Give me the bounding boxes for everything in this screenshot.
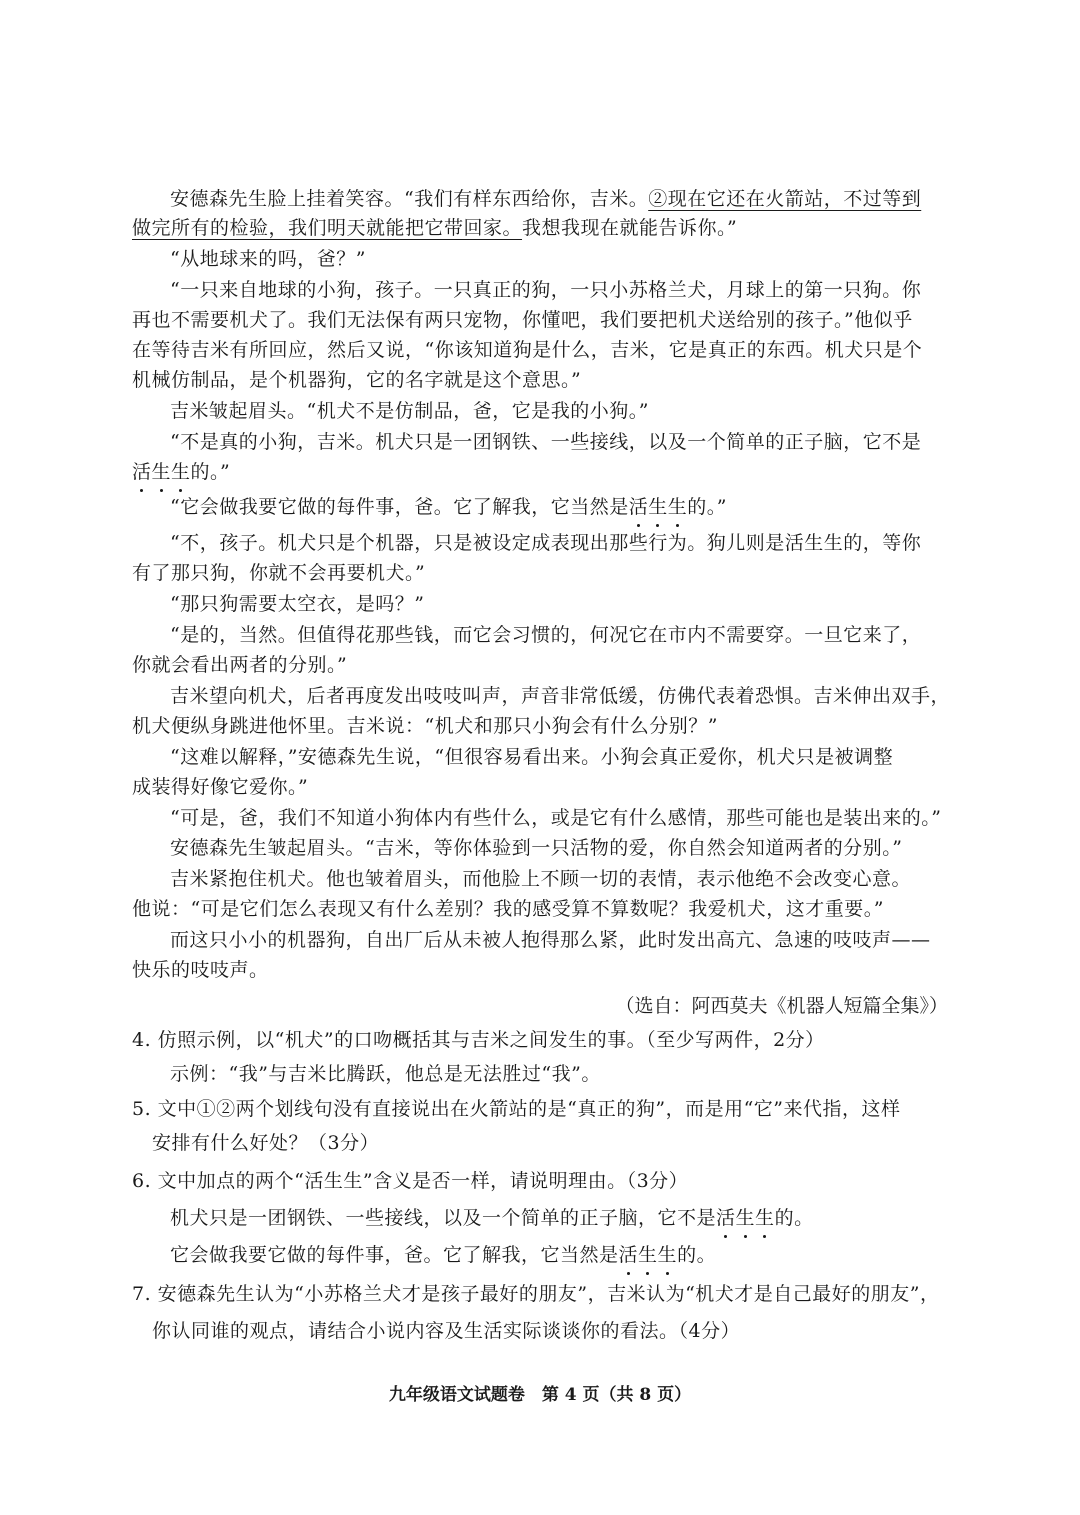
- question-4: 4. 仿照示例，以“机犬”的口吻概括其与吉米之间发生的事。（至少写两件，2分）: [132, 1029, 825, 1051]
- passage-line: “不是真的小狗，吉米。机犬只是一团钢铁、一些接线，以及一个简单的正子脑，它不是: [170, 431, 922, 453]
- passage-line: 快乐的吱吱声。: [132, 959, 269, 981]
- emphasis-dot-char: 生: [657, 1244, 678, 1266]
- emphasis-dot-char: 生: [171, 461, 191, 483]
- text: 的。”: [190, 461, 231, 483]
- passage-line: 在等待吉米有所回应，然后又说，“你该知道狗是什么，吉米，它是真正的东西。机犬只是个: [132, 339, 923, 361]
- question-7: 7. 安德森先生认为“小苏格兰犬才是孩子最好的朋友”，吉米认为“机犬才是自己最好的朋友”，: [132, 1283, 940, 1305]
- passage-line: 吉米望向机犬，后者再度发出吱吱叫声，声音非常低缓，仿佛代表着恐惧。吉米伸出双手，: [170, 685, 951, 707]
- emphasis-dot-char: 活: [716, 1207, 736, 1229]
- passage-line: [170, 494, 727, 520]
- passage-line: “一只来自地球的小狗，孩子。一只真正的狗，一只小苏格兰犬，月球上的第一只狗。你: [170, 279, 922, 301]
- passage-line: 再也不需要机犬了。我们无法保有两只宠物，你懂吧，我们要把机犬送给别的孩子。”他似乎: [132, 309, 913, 331]
- emphasis-dot-char: 活: [132, 461, 152, 483]
- text: 我想我现在就能告诉你。”: [522, 217, 738, 239]
- question-7-cont: 你认同谁的观点，请结合小说内容及生活实际谈谈你的看法。（4分）: [152, 1320, 741, 1342]
- emphasis-dot-char: 活: [628, 496, 649, 518]
- passage-line: 你就会看出两者的分别。”: [132, 654, 348, 676]
- passage-line: “是的，当然。但值得花那些钱，而它会习惯的，何况它在市内不需要穿。一旦它来了，: [170, 624, 922, 646]
- passage-line: 有了那只狗，你就不会再要机犬。”: [132, 562, 426, 584]
- emphasis-dot-char: 生: [648, 496, 668, 518]
- emphasis-dot-char: 生: [151, 461, 172, 483]
- emphasis-dot-char: 生: [755, 1207, 775, 1229]
- question-6: 6. 文中加点的两个“活生生”含义是否一样，请说明理由。（3分）: [132, 1170, 689, 1192]
- question-6-sentence-1: [170, 1205, 814, 1231]
- text: 的。: [677, 1244, 717, 1266]
- passage-line: 他说：“可是它们怎么表现又有什么差别？我的感受算不算数呢？我爱机犬，这才重要。”: [132, 898, 884, 920]
- text: 的。”: [687, 496, 727, 518]
- passage-line: “不，孩子。机犬只是个机器，只是被设定成表现出那些行为。狗儿则是活生生的，等你: [170, 532, 922, 554]
- passage-line: “从地球来的吗，爸？”: [170, 248, 366, 270]
- question-5: 5. 文中①②两个划线句没有直接说出在火箭站的是“真正的狗”，而是用“它”来代指，这样: [132, 1098, 901, 1120]
- underlined-sentence-2-cont: 做完所有的检验，我们明天就能把它带回家。: [132, 217, 523, 239]
- passage-line: 吉米皱起眉头。“机犬不是仿制品，爸，它是我的小狗。”: [170, 400, 649, 422]
- passage-line: 而这只小小的机器狗，自出厂后从未被人抱得那么紧，此时发出高亢、急速的吱吱声——: [170, 929, 931, 951]
- underlined-sentence-2: ②现在它还在火箭站，不过等到: [648, 188, 922, 210]
- passage-line: “可是，爸，我们不知道小狗体内有些什么，或是它有什么感情，那些可能也是装出来的。”: [170, 807, 942, 829]
- passage-line: “那只狗需要太空衣，是吗？”: [170, 593, 425, 615]
- text: “它会做我要它做的每件事，爸。它了解我，它当然是: [170, 496, 629, 518]
- question-5-cont: 安排有什么好处？（3分）: [152, 1132, 380, 1154]
- question-6-sentence-2: [170, 1242, 716, 1268]
- emphasis-dot-char: 生: [667, 496, 688, 518]
- passage-line: 成装得好像它爱你。”: [132, 776, 309, 798]
- text: 它会做我要它做的每件事，爸。它了解我，它当然是: [170, 1244, 619, 1266]
- passage-line: 安德森先生皱起眉头。“吉米，等你体验到一只活物的爱，你自然会知道两者的分别。”: [170, 837, 903, 859]
- question-4-example: 示例：“我”与吉米比腾跃，他总是无法胜过“我”。: [170, 1063, 601, 1085]
- source-citation: （选自：阿西莫夫《机器人短篇全集》）: [615, 995, 948, 1017]
- emphasis-dot-char: 生: [735, 1207, 756, 1229]
- text: 的。: [774, 1207, 814, 1229]
- passage-line: 机械仿制品，是个机器狗，它的名字就是这个意思。”: [132, 369, 582, 391]
- passage-line: 吉米紧抱住机犬。他也皱着眉头，而他脸上不顾一切的表情，表示他绝不会改变心意。: [170, 868, 912, 890]
- page-footer: 九年级语文试题卷 第 4 页（共 8 页）: [388, 1385, 692, 1405]
- passage-line: [132, 459, 230, 485]
- passage-line: 机犬便纵身跳进他怀里。吉米说：“机犬和那只小狗会有什么分别？”: [132, 715, 718, 737]
- passage-line: “这难以解释，”安德森先生说，“但很容易看出来。小狗会真正爱你，机犬只是被调整: [170, 746, 894, 768]
- passage-line: [170, 186, 921, 212]
- text: 安德森先生脸上挂着笑容。“我们有样东西给你，吉米。: [170, 188, 649, 210]
- emphasis-dot-char: 活: [618, 1244, 639, 1266]
- passage-line: [132, 215, 737, 241]
- text: 机犬只是一团钢铁、一些接线，以及一个简单的正子脑，它不是: [170, 1207, 717, 1229]
- emphasis-dot-char: 生: [638, 1244, 658, 1266]
